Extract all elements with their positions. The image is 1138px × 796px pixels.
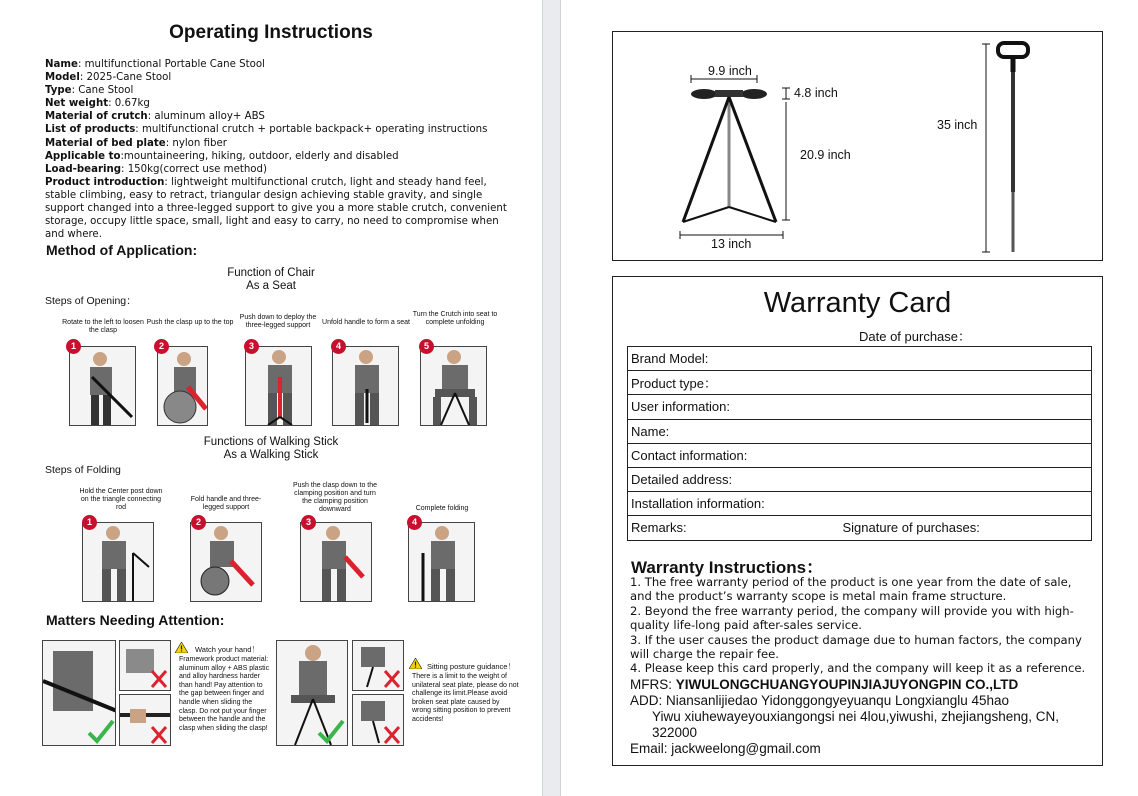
signature-label: Signature of purchases: xyxy=(842,520,980,536)
instruction-item: 4. Please keep this card properly, and the company will keep it as a reference. xyxy=(630,661,1086,676)
warranty-instructions-title: Warranty Instructions： xyxy=(631,558,824,577)
warranty-form-table xyxy=(627,346,1092,541)
sitting-wrong-photo-1 xyxy=(352,640,404,691)
leg-height-label: 20.9 inch xyxy=(800,148,851,162)
form-row xyxy=(628,467,1092,491)
base-width-label: 13 inch xyxy=(711,237,752,251)
opening-step-1-caption: Rotate to the left to loosen the clasp xyxy=(62,319,144,334)
warning-icon xyxy=(409,658,422,669)
detailed-address-field: Detailed address: xyxy=(628,467,1092,491)
spec-applicable: Applicable to:mountaineering, hiking, outdoor, elderly and disabled xyxy=(45,150,399,162)
hand-wrong-photo-2 xyxy=(119,694,171,746)
opening-step-1-badge: 1 xyxy=(66,339,81,354)
address-line-2: Yiwu xiuhewayeyouxiangongsi nei 4lou,yiwushi, zhejiangsheng, CN, 322000 xyxy=(652,709,1059,740)
warning-icon xyxy=(175,642,188,653)
stool-dimension-drawing xyxy=(613,32,1101,259)
opening-step-4-caption: Unfold handle to form a seat xyxy=(322,319,410,326)
opening-step-4-photo xyxy=(332,346,399,426)
opening-step-1-photo xyxy=(69,346,136,426)
form-row xyxy=(628,395,1092,419)
instruction-item: 3. If the user causes the product damage due to human factors, the company will charge the repair fee. xyxy=(630,632,1082,662)
opening-step-5-photo xyxy=(420,346,487,426)
opening-step-3-badge: 3 xyxy=(244,339,259,354)
hand-safety-photo xyxy=(42,640,116,746)
spec-net-weight: Net weight: 0.67kg xyxy=(45,98,150,110)
folding-step-3-caption: Push the clasp down to the clamping position and turn the clamping position downward xyxy=(292,482,378,513)
form-row xyxy=(628,371,1092,395)
instruction-item: 2. Beyond the free warranty period, the company will provide you with high-quality life-long paid after-sales service. xyxy=(630,603,1074,633)
folding-step-2-badge: 2 xyxy=(191,515,206,530)
page-gutter xyxy=(542,0,561,796)
dimensions-diagram xyxy=(612,31,1103,261)
folding-step-4-badge: 4 xyxy=(407,515,422,530)
opening-step-4-badge: 4 xyxy=(331,339,346,354)
spec-crutch-material: Material of crutch: aluminum alloy+ ABS xyxy=(45,111,265,123)
folding-step-1-photo xyxy=(82,522,154,602)
opening-step-2-photo xyxy=(157,346,208,426)
warranty-instructions-list xyxy=(630,575,1090,676)
opening-step-5-badge: 5 xyxy=(419,339,434,354)
installation-information-field: Installation information: xyxy=(628,492,1092,516)
hand-warning-text: Framework product material: aluminum alloy + ABS plastic and alloy hardness harder than hand! Pay attention to the gap between finger and handle when sliding the clasp. Do not put your finger between the handle and the clasp when sliding the clasp! xyxy=(179,656,270,732)
hand-warning-title: Watch your hand！ xyxy=(195,645,259,654)
chair-function-heading: Function of Chair As a Seat xyxy=(227,267,315,292)
stick-function-heading: Functions of Walking Stick As a Walking Stick xyxy=(203,436,339,461)
form-row xyxy=(628,347,1092,371)
product-specs xyxy=(45,58,515,241)
opening-step-2-caption: Push the clasp up to the top xyxy=(146,319,234,326)
page-title: Operating Instructions xyxy=(169,22,373,43)
opening-steps-heading: Steps of Opening： xyxy=(45,295,137,307)
spec-model: Model: 2025-Cane Stool xyxy=(45,72,172,84)
folding-step-4-photo xyxy=(408,522,475,602)
date-of-purchase-label: Date of purchase： xyxy=(859,329,972,344)
manufacturer-info xyxy=(630,677,1090,757)
opening-step-3-caption: Push down to deploy the three-legged support xyxy=(239,314,317,329)
folding-step-3-photo xyxy=(300,522,372,602)
folding-step-4-caption: Complete folding xyxy=(415,505,469,512)
sitting-warning-title: Sitting posture guidance！ xyxy=(427,662,515,671)
form-row xyxy=(628,516,1092,540)
left-page-instructions xyxy=(0,0,542,796)
spec-product-list: List of products: multifunctional crutch + portable backpack+ operating instructions xyxy=(45,124,488,136)
hand-wrong-photo-1 xyxy=(119,640,171,691)
contact-information-field: Contact information: xyxy=(628,443,1092,467)
brand-model-field: Brand Model: xyxy=(628,347,1092,371)
spec-name: Name: multifunctional Portable Cane Stool xyxy=(45,59,265,70)
seat-width-label: 9.9 inch xyxy=(708,64,752,78)
seat-height-label: 4.8 inch xyxy=(794,86,838,100)
form-row xyxy=(628,419,1092,443)
spec-type: Type: Cane Stool xyxy=(45,85,134,97)
folding-step-2-photo xyxy=(190,522,262,602)
sitting-wrong-photo-2 xyxy=(352,694,404,746)
sitting-warning-text: There is a limit to the weight of unilateral seat plate, please do not challenge its limit.Please avoid broken seat plate caused by wrong sitting position to prevent accidents! xyxy=(412,673,519,723)
folding-step-1-caption: Hold the Center post down on the triangle connecting rod xyxy=(79,488,163,511)
user-information-field: User information: xyxy=(628,395,1092,419)
warranty-card xyxy=(612,276,1103,766)
address-line-1: ADD: Niansanlijiedao Yidonggongyeyuanqu Longxianglu 45hao xyxy=(630,693,1010,708)
folding-step-3-badge: 3 xyxy=(301,515,316,530)
remarks-field: Remarks: Signature of purchases: xyxy=(628,516,1092,540)
instruction-item: 1. The free warranty period of the product is one year from the date of sale, and the product’s warranty scope is metal main frame structure. xyxy=(630,575,1072,604)
warranty-card-title: Warranty Card xyxy=(763,287,952,319)
spec-bed-plate-material: Material of bed plate: nylon fiber xyxy=(45,137,227,149)
mfrs-line: MFRS: YIWULONGCHUANGYOUPINJIAJUYONGPIN CO.,LTD xyxy=(630,677,1019,692)
sitting-correct-photo xyxy=(276,640,348,746)
cane-length-label: 35 inch xyxy=(937,118,978,132)
folding-step-2-caption: Fold handle and three-legged support xyxy=(190,496,262,511)
form-row xyxy=(628,443,1092,467)
form-row xyxy=(628,492,1092,516)
opening-step-5-caption: Turn the Crutch into seat to complete unfolding xyxy=(412,311,498,326)
folding-step-1-badge: 1 xyxy=(82,515,97,530)
email-line: Email: jackweelong@gmail.com xyxy=(630,741,821,756)
opening-step-2-badge: 2 xyxy=(154,339,169,354)
attention-heading: Matters Needing Attention: xyxy=(46,612,225,628)
method-heading: Method of Application: xyxy=(46,242,198,258)
name-field: Name: xyxy=(628,419,1092,443)
product-type-field: Product type： xyxy=(628,371,1092,395)
spec-load-bearing: Load-bearing: 150kg(correct use method) xyxy=(45,163,267,175)
opening-step-3-photo xyxy=(245,346,312,426)
product-introduction: Product introduction: lightweight multifunctional crutch, light and steady hand feel, stable climbing, easy to retract, triangular design achieving stable gravity, and single support changed into a three-legged support to give you a more stable crutch, convenient storage, occupy little space, small, light and easy to carry, no need to compromise when and where. xyxy=(45,176,507,241)
folding-steps-heading: Steps of Folding xyxy=(45,464,121,476)
